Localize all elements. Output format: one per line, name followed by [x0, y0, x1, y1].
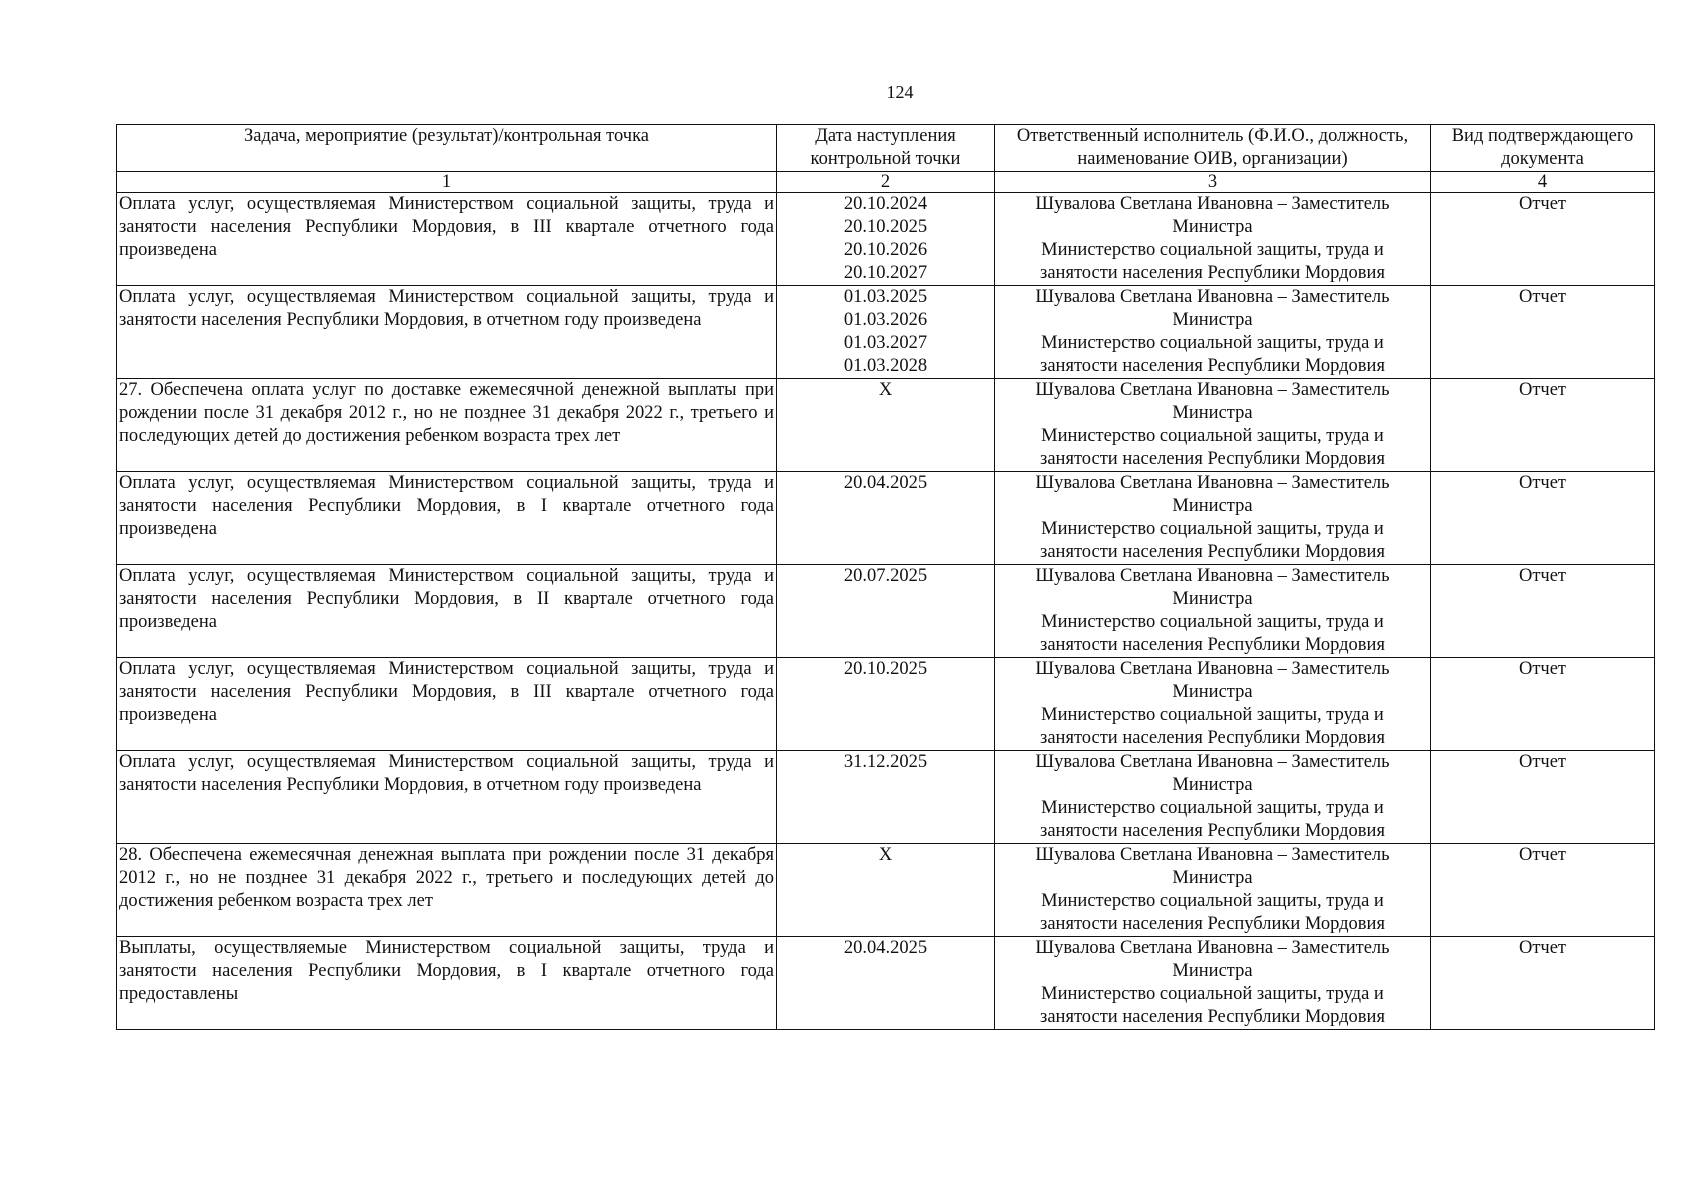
executor-line: Министерство социальной защиты, труда и: [1041, 240, 1384, 260]
document-type-cell: Отчет: [1431, 379, 1655, 472]
task-cell: Оплата услуг, осуществляемая Министерством социальной защиты, труда и занятости населения Республики Мордовия, в II квартале отчетного года произведена: [117, 565, 777, 658]
control-date: 20.10.2027: [843, 263, 928, 283]
table-row: [117, 658, 1655, 751]
document-type-cell: Отчет: [1431, 472, 1655, 565]
date-cell: [777, 379, 995, 472]
executor-line: Шувалова Светлана Ивановна – Заместитель: [1035, 473, 1390, 493]
executor-line: Министра: [1172, 310, 1253, 330]
executor-cell: [995, 844, 1431, 937]
date-cell: [777, 193, 995, 286]
control-date: X: [878, 380, 893, 400]
executor-line: Министра: [1172, 403, 1253, 423]
executor-line: Министерство социальной защиты, труда и: [1041, 798, 1384, 818]
control-date: 01.03.2026: [843, 310, 928, 330]
control-points-table: [116, 124, 1655, 1030]
document-type-cell: Отчет: [1431, 565, 1655, 658]
control-date: 31.12.2025: [843, 752, 928, 772]
executor-line: занятости населения Республики Мордовия: [1040, 542, 1385, 562]
table-row: [117, 844, 1655, 937]
executor-line: Министерство социальной защиты, труда и: [1041, 891, 1384, 911]
date-cell: [777, 751, 995, 844]
executor-cell: [995, 472, 1431, 565]
executor-cell: [995, 193, 1431, 286]
task-cell: 28. Обеспечена ежемесячная денежная выплата при рождении после 31 декабря 2012 г., но не позднее 31 декабря 2022 г., третьего и последующих детей до достижения ребенком возраста трех лет: [117, 844, 777, 937]
task-cell: Оплата услуг, осуществляемая Министерством социальной защиты, труда и занятости населения Республики Мордовия, в III квартале отчетного года произведена: [117, 658, 777, 751]
control-date: 20.07.2025: [843, 566, 928, 586]
executor-line: Министерство социальной защиты, труда и: [1041, 984, 1384, 1004]
header-task: Задача, мероприятие (результат)/контрольная точка: [117, 125, 777, 172]
executor-line: Министра: [1172, 589, 1253, 609]
table-row: [117, 286, 1655, 379]
document-type-cell: Отчет: [1431, 844, 1655, 937]
page-number: 124: [886, 82, 914, 102]
control-date: 01.03.2028: [843, 356, 928, 376]
task-cell: Оплата услуг, осуществляемая Министерством социальной защиты, труда и занятости населения Республики Мордовия, в III квартале отчетного года произведена: [117, 193, 777, 286]
control-date: 20.10.2025: [843, 659, 928, 679]
column-number: 1: [117, 172, 777, 193]
executor-line: Шувалова Светлана Ивановна – Заместитель: [1035, 659, 1390, 679]
column-number: 2: [777, 172, 995, 193]
executor-line: Министра: [1172, 682, 1253, 702]
executor-cell: [995, 379, 1431, 472]
date-cell: [777, 472, 995, 565]
document-type-cell: Отчет: [1431, 658, 1655, 751]
column-number: 4: [1431, 172, 1655, 193]
control-date: 01.03.2025: [843, 287, 928, 307]
table-row: [117, 565, 1655, 658]
executor-line: занятости населения Республики Мордовия: [1040, 449, 1385, 469]
executor-line: Шувалова Светлана Ивановна – Заместитель: [1035, 938, 1390, 958]
table-row: [117, 937, 1655, 1030]
table-row: [117, 472, 1655, 565]
task-cell: Оплата услуг, осуществляемая Министерством социальной защиты, труда и занятости населения Республики Мордовия, в отчетном году произведена: [117, 751, 777, 844]
executor-line: Министра: [1172, 775, 1253, 795]
control-date: 01.03.2027: [843, 333, 928, 353]
executor-line: Шувалова Светлана Ивановна – Заместитель: [1035, 194, 1390, 214]
table-row: [117, 193, 1655, 286]
executor-line: Министра: [1172, 868, 1253, 888]
executor-line: Министра: [1172, 961, 1253, 981]
document-type-cell: Отчет: [1431, 286, 1655, 379]
executor-line: Министра: [1172, 217, 1253, 237]
date-cell: [777, 844, 995, 937]
executor-line: Министра: [1172, 496, 1253, 516]
control-date: X: [878, 845, 893, 865]
task-cell: Оплата услуг, осуществляемая Министерством социальной защиты, труда и занятости населения Республики Мордовия, в I квартале отчетного года произведена: [117, 472, 777, 565]
task-cell: Оплата услуг, осуществляемая Министерством социальной защиты, труда и занятости населения Республики Мордовия, в отчетном году произведена: [117, 286, 777, 379]
executor-cell: [995, 658, 1431, 751]
executor-line: Министерство социальной защиты, труда и: [1041, 333, 1384, 353]
executor-line: Министерство социальной защиты, труда и: [1041, 705, 1384, 725]
executor-line: занятости населения Республики Мордовия: [1040, 356, 1385, 376]
table-row: [117, 751, 1655, 844]
control-date: 20.10.2025: [843, 217, 928, 237]
executor-line: Шувалова Светлана Ивановна – Заместитель: [1035, 380, 1390, 400]
task-cell: Выплаты, осуществляемые Министерством социальной защиты, труда и занятости населения Республики Мордовия, в I квартале отчетного года предоставлены: [117, 937, 777, 1030]
document-type-cell: Отчет: [1431, 937, 1655, 1030]
control-date: 20.10.2024: [843, 194, 928, 214]
control-date: 20.04.2025: [843, 938, 928, 958]
executor-cell: [995, 751, 1431, 844]
executor-line: занятости населения Республики Мордовия: [1040, 1007, 1385, 1027]
header-executor: Ответственный исполнитель (Ф.И.О., должность, наименование ОИВ, организации): [995, 125, 1431, 172]
column-number-row: [117, 172, 1655, 193]
executor-line: Шувалова Светлана Ивановна – Заместитель: [1035, 287, 1390, 307]
executor-line: Министерство социальной защиты, труда и: [1041, 519, 1384, 539]
executor-line: занятости населения Республики Мордовия: [1040, 914, 1385, 934]
executor-line: занятости населения Республики Мордовия: [1040, 821, 1385, 841]
header-date: Дата наступления контрольной точки: [777, 125, 995, 172]
executor-line: Шувалова Светлана Ивановна – Заместитель: [1035, 566, 1390, 586]
table-row: [117, 379, 1655, 472]
date-cell: [777, 565, 995, 658]
column-number: 3: [995, 172, 1431, 193]
table-body: [117, 193, 1655, 1030]
task-cell: 27. Обеспечена оплата услуг по доставке ежемесячной денежной выплаты при рождении после 31 декабря 2012 г., но не позднее 31 декабря 2022 г., третьего и последующих детей до достижения ребенком возраста трех лет: [117, 379, 777, 472]
executor-line: Министерство социальной защиты, труда и: [1041, 612, 1384, 632]
date-cell: [777, 937, 995, 1030]
header-document: Вид подтверждающего документа: [1431, 125, 1655, 172]
document-type-cell: Отчет: [1431, 751, 1655, 844]
document-type-cell: Отчет: [1431, 193, 1655, 286]
control-date: 20.10.2026: [843, 240, 928, 260]
executor-line: Министерство социальной защиты, труда и: [1041, 426, 1384, 446]
executor-line: занятости населения Республики Мордовия: [1040, 635, 1385, 655]
table-header-row: [117, 125, 1655, 172]
executor-line: Шувалова Светлана Ивановна – Заместитель: [1035, 752, 1390, 772]
control-date: 20.04.2025: [843, 473, 928, 493]
executor-line: занятости населения Республики Мордовия: [1040, 728, 1385, 748]
executor-cell: [995, 286, 1431, 379]
date-cell: [777, 286, 995, 379]
date-cell: [777, 658, 995, 751]
executor-cell: [995, 565, 1431, 658]
executor-line: занятости населения Республики Мордовия: [1040, 263, 1385, 283]
executor-line: Шувалова Светлана Ивановна – Заместитель: [1035, 845, 1390, 865]
executor-cell: [995, 937, 1431, 1030]
